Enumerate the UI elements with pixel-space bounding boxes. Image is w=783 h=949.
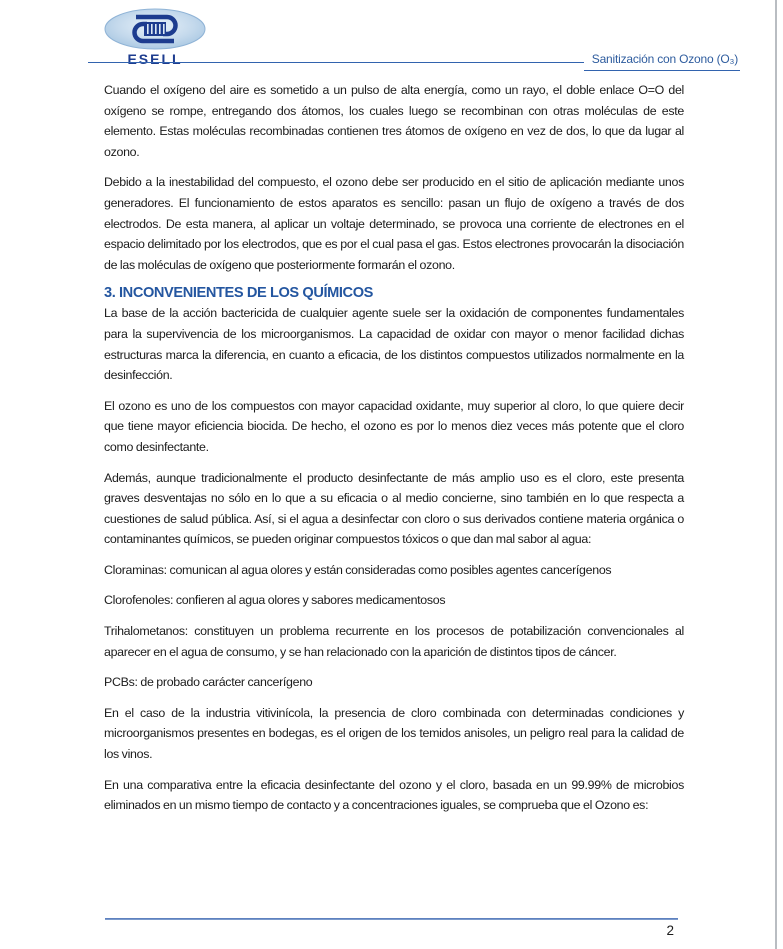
- paragraph-ozone-oxidant: El ozono es uno de los compuestos con mayor capacidad oxidante, muy superior al cloro, lo que quiere decir que tiene mayor eficiencia biocida. De hecho, el ozono es por lo menos diez veces más potente que el cloro como desinfectante.: [104, 398, 684, 454]
- item-pcbs: PCBs: de probado carácter cancerígeno: [104, 675, 313, 690]
- footer-rule: [105, 918, 678, 920]
- paragraph-ozone-formation: Cuando el oxígeno del aire es sometido a un pulso de alta energía, como un rayo, el doble enlace O=O del oxígeno se rompe, entregando dos átomos, los cuales luego se recombinan con otras moléculas de este elemento. Estas moléculas recombinadas contienen tres átomos de oxígeno en vez de dos, lo que da lugar al ozono.: [104, 83, 684, 159]
- document-body: [104, 80, 684, 826]
- page-number: 2: [666, 923, 674, 938]
- paragraph-generators: Debido a la inestabilidad del compuesto, el ozono debe ser producido en el sitio de aplicación mediante unos generadores. El funcionamiento de estos aparatos es sencillo: pasan un flujo de oxígeno a través de dos electrodos. De esta manera, al aplicar un voltaje determinado, se provoca una corriente de electrones en el espacio delimitado por los electrodos, que es por el cual pasa el gas. Estos electrones provocarán la disociación de las moléculas de oxígeno que posteriormente formarán el ozono.: [104, 175, 684, 272]
- page-edge: [775, 0, 777, 949]
- paragraph-bactericide-basis: La base de la acción bactericida de cualquier agente suele ser la oxidación de componentes fundamentales para la supervivencia de los microorganismos. La capacidad de oxidar con mayor o menor facilidad dichas estructuras marca la diferencia, en cuanto a eficacia, de los distintos compuestos utilizados normalmente en la desinfección.: [104, 306, 684, 383]
- esell-logo-icon: [103, 8, 207, 50]
- header-rule: [88, 62, 584, 63]
- section-heading: 3. INCONVENIENTES DE LOS QUÍMICOS: [104, 285, 373, 302]
- item-clorofenoles: Clorofenoles: confieren al agua olores y sabores medicamentosos: [104, 593, 446, 608]
- paragraph-comparison: En una comparativa entre la eficacia desinfectante del ozono y el cloro, basada en un 99.99% de microbios eliminados en un mismo tiempo de contacto y a concentraciones iguales, se comprueba que el Ozono es:: [104, 777, 684, 813]
- document-title: Sanitización con Ozono (O₃): [584, 52, 740, 71]
- item-trihalometanos: Trihalometanos: constituyen un problema recurrente en los procesos de potabilización convencionales al aparecer en el agua de consumo, y se han relacionado con la aparición de distintos tipos de cáncer.: [104, 624, 684, 659]
- page-header: [88, 52, 740, 71]
- logo-text: ESELL: [127, 51, 183, 67]
- paragraph-chlorine-drawbacks: Además, aunque tradicionalmente el producto desinfectante de más amplio uso es el cloro, este presenta graves desventajas no sólo en lo que a su eficacia o al medio concierne, sino también en lo que respecta a cuestiones de salud pública. Así, si el agua a desinfectar con cloro o sus derivados contiene materia orgánica o contaminantes químicos, se pueden originar compuestos tóxicos o que dan mal sabor al agua:: [104, 470, 684, 547]
- paragraph-wine-industry: En el caso de la industria vitivinícola, la presencia de cloro combinada con determinadas condiciones y microorganismos presentes en bodegas, es el origen de los temidos anisoles, un peligro real para la calidad de los vinos.: [104, 705, 684, 762]
- item-cloraminas: Cloraminas: comunican al agua olores y están consideradas como posibles agentes cancerígenos: [104, 562, 612, 577]
